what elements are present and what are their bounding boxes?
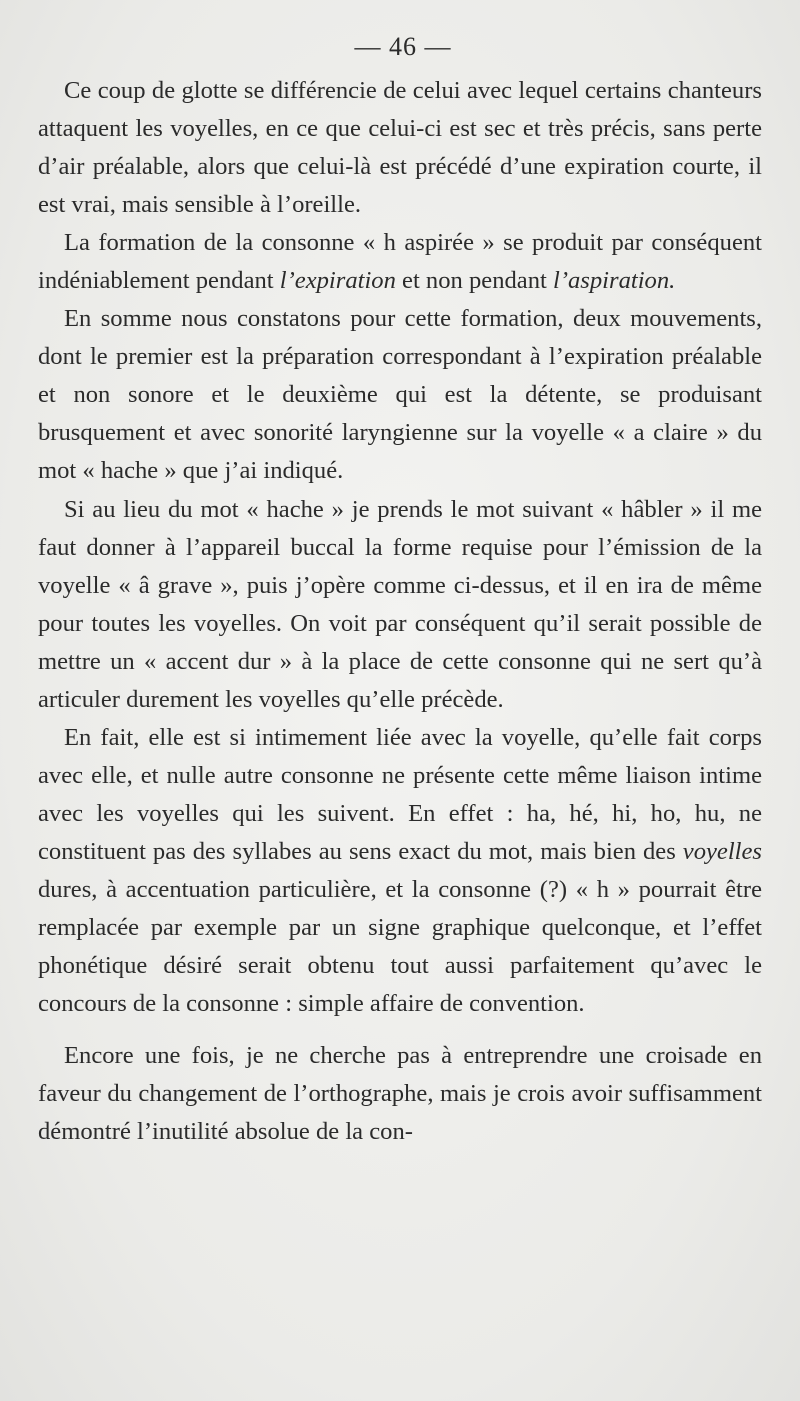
- paragraph-habler: [38, 491, 762, 719]
- paragraph-orthographe: [38, 1037, 762, 1151]
- paragraph-text: dures, à accentuation particulière, et la consonne (?) « h » pourrait être remplacée par exemple par un signe graphique quelconque, et l’effet phonétique désiré serait obtenu tout aussi parfaitement qu’avec le concours de la consonne : simple affaire de convention.: [38, 875, 762, 1018]
- italic-term: l’aspiration.: [552, 267, 676, 295]
- paragraph-text: Si au lieu du mot « hache » je prends le mot suivant « hâbler » il me faut donner à l’appareil buccal la forme requise pour l’émission de la voyelle « â grave », puis j’opère comme ci-dessus, et il en ira de même pour toutes les voyelles. On voit par conséquent qu’il serait possible de mettre un « accent dur » à la place de cette consonne qui ne sert qu’à articuler durement les voyelles qu’elle précède.: [38, 495, 762, 713]
- paragraph-deux-mouvements: [38, 300, 762, 490]
- paragraph-h-aspiree: [38, 224, 762, 300]
- page-number: — 46 —: [354, 32, 452, 61]
- paragraph-text: La formation de la consonne « h aspirée » se produit par conséquent indéniablement pendant: [38, 229, 762, 295]
- paragraph-text: Encore une fois, je ne cherche pas à entreprendre une croisade en faveur du changement de l’orthographe, mais je crois avoir suffisamment démontré l’inutilité absolue de la con-: [38, 1042, 762, 1146]
- paragraph-text: En fait, elle est si intimement liée avec la voyelle, qu’elle fait corps avec elle, et nulle autre consonne ne présente cette même liaison intime avec les voyelles qui les suivent. En effet : ha, hé, hi, ho, hu, ne constituent pas des syllabes au sens exact du mot, mais bien des: [38, 723, 762, 865]
- paragraph-glottal-stop: [38, 72, 762, 224]
- italic-term: voyelles: [682, 837, 762, 865]
- paragraph-text: En somme nous constatons pour cette formation, deux mouvements, dont le premier est la préparation correspondant à l’expiration préalable et non sonore et le deuxième qui est la détente, se produisant brusquement et avec sonorité laryngienne sur la voyelle « a claire » du mot « hache » que j’ai indiqué.: [38, 305, 762, 485]
- paragraph-text: et non pendant: [395, 267, 553, 295]
- page-body: [38, 72, 762, 1151]
- paragraph-liaison-intime: [38, 719, 762, 1023]
- italic-term: l’expiration: [279, 267, 396, 295]
- paragraph-text: Ce coup de glotte se différencie de celui avec lequel certains chanteurs attaquent les voyelles, en ce que celui-ci est sec et très précis, sans perte d’air préalable, alors que celui-là est précédé d’une expiration courte, il est vrai, mais sensible à l’oreille.: [38, 77, 762, 219]
